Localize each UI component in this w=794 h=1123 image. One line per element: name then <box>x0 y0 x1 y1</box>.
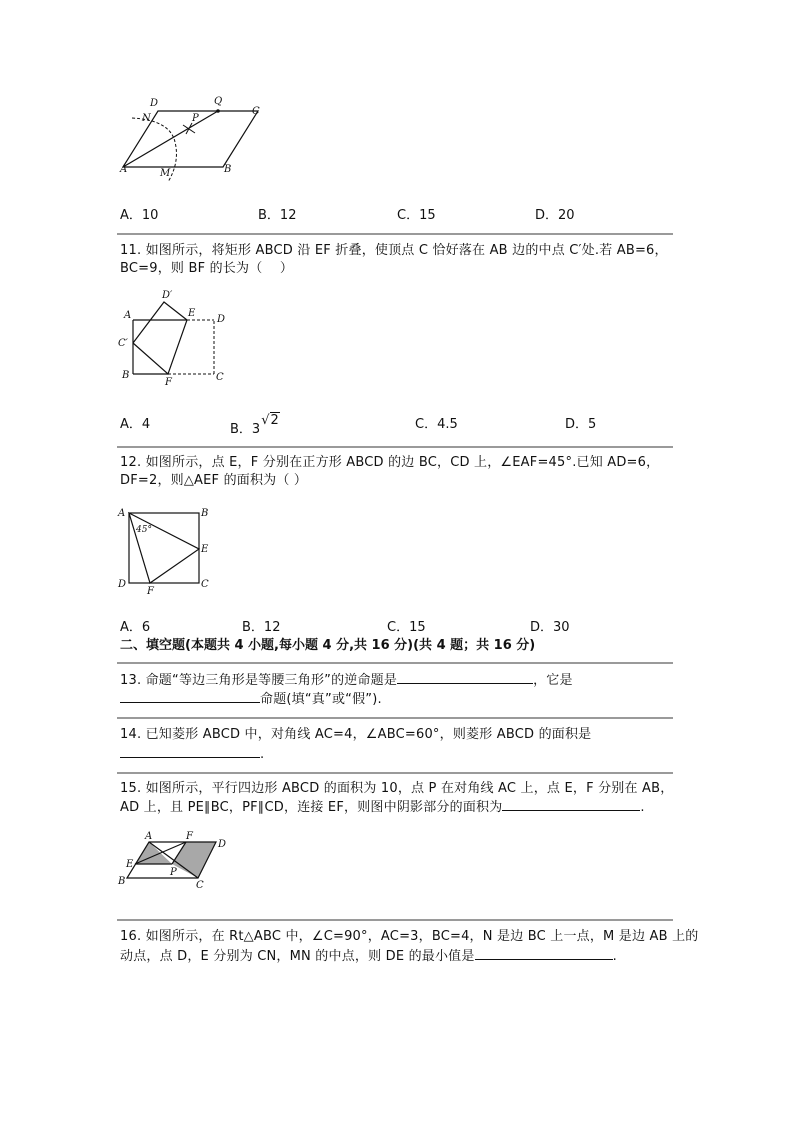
q15-line2-end: . <box>640 800 645 815</box>
q12-label-c: C <box>201 579 209 590</box>
q15-label-c: C <box>196 880 204 891</box>
q10-option-b[interactable]: B．12 <box>258 208 297 223</box>
q11-option-b-radicand: 2 <box>270 413 279 428</box>
q10-line-aq <box>123 111 218 167</box>
q16-line2 <box>120 946 617 966</box>
q12-label-a: A <box>118 508 126 519</box>
q15-line2-text: AD 上，且 PE∥BC，PF∥CD，连接 EF，则图中阴影部分的面积为 <box>120 800 503 815</box>
q10-cross-2 <box>186 123 192 134</box>
q11-label-d: D <box>217 314 226 325</box>
q11-option-d[interactable]: D．5 <box>565 417 597 432</box>
q12-text-line1: 12. 如图所示，点 E，F 分别在正方形 ABCD 的边 BC，CD 上，∠EAF=45°.已知 AD=6， <box>120 455 660 470</box>
q10-label-d: D <box>150 98 159 109</box>
q16-line2-text: 动点，点 D，E 分别为 CN，MN 的中点，则 DE 的最小值是 <box>120 949 475 964</box>
q14-line2-end: . <box>260 747 265 762</box>
q11-label-a: A <box>124 310 132 321</box>
q12-label-e: E <box>201 544 209 555</box>
divider <box>117 717 673 719</box>
q12-label-angle: 45° <box>136 525 152 535</box>
q15-label-d: D <box>218 839 227 850</box>
q13-text-a: 13. 命题“等边三角形是等腰三角形”的逆命题是 <box>120 673 398 688</box>
divider <box>117 446 673 448</box>
q13-answer-blank-1[interactable] <box>397 670 533 684</box>
q11-text-line2: BC=9，则 BF 的长为（ ） <box>120 261 294 276</box>
q14-line1: 14. 已知菱形 ABCD 中，对角线 AC=4，∠ABC=60°，则菱形 ABCD 的面积是 <box>120 727 592 742</box>
q12-option-d[interactable]: D．30 <box>530 620 570 635</box>
q11-label-d-prime: D′ <box>162 290 173 301</box>
q11-label-f: F <box>165 377 172 388</box>
q10-option-a[interactable]: A．10 <box>120 208 159 223</box>
divider <box>117 772 673 774</box>
q15-label-b: B <box>118 876 126 887</box>
q12-label-f: F <box>147 586 154 597</box>
q13-answer-blank-2[interactable] <box>120 689 260 703</box>
q15-shaded-region-2 <box>172 842 216 878</box>
q16-answer-blank[interactable] <box>475 946 613 960</box>
q11-folded-shape <box>133 302 187 374</box>
q15-line1: 15. 如图所示，平行四边形 ABCD 的面积为 10，点 P 在对角线 AC 上，点 E，F 分别在 AB， <box>120 781 674 796</box>
divider <box>117 919 673 921</box>
q11-label-e: E <box>188 308 196 319</box>
q13-line2 <box>120 689 382 709</box>
q10-option-d[interactable]: D．20 <box>535 208 575 223</box>
q12-label-d: D <box>118 579 127 590</box>
q11-option-b[interactable] <box>230 413 280 437</box>
q15-label-p: P <box>170 867 177 878</box>
q11-rectangle-figure <box>110 288 240 388</box>
q15-parallelogram-figure <box>112 828 242 892</box>
q14-answer-blank[interactable] <box>120 744 260 758</box>
q13-line1 <box>120 670 573 690</box>
q11-label-b: B <box>122 370 130 381</box>
q11-option-a[interactable]: A．4 <box>120 417 151 432</box>
q10-label-m: M <box>160 168 171 179</box>
q11-sqrt-icon: √ <box>261 413 270 428</box>
q16-line1: 16. 如图所示，在 Rt△ABC 中，∠C=90°，AC=3，BC=4，N 是边 BC 上一点，M 是边 AB 上的 <box>120 929 699 944</box>
q14-line2 <box>120 744 264 764</box>
q10-label-q: Q <box>214 96 223 107</box>
q13-text-b: ，它是 <box>533 673 573 688</box>
divider <box>117 233 673 235</box>
q11-option-b-text: B．3 <box>230 422 261 437</box>
q12-label-b: B <box>201 508 209 519</box>
q10-point-q <box>216 109 220 113</box>
q12-option-c[interactable]: C．15 <box>387 620 426 635</box>
q10-label-a: A <box>120 164 128 175</box>
q11-text-line1: 11. 如图所示，将矩形 ABCD 沿 EF 折叠，使顶点 C 恰好落在 AB 边的中点 C′处.若 AB=6， <box>120 243 668 258</box>
section-heading: 二、填空题(本题共 4 小题,每小题 4 分,共 16 分)(共 4 题；共 16 分) <box>120 638 536 653</box>
q10-parallelogram-figure <box>110 90 280 190</box>
divider <box>117 662 673 664</box>
q15-line2 <box>120 797 645 817</box>
q10-option-c[interactable]: C．15 <box>397 208 436 223</box>
q15-label-a: A <box>145 831 153 842</box>
q10-label-n: N <box>142 113 151 124</box>
q11-label-c-prime: C′ <box>118 338 128 349</box>
q15-answer-blank[interactable] <box>502 797 640 811</box>
q12-text-line2: DF=2，则△AEF 的面积为（ ） <box>120 473 308 488</box>
q12-square-figure <box>112 502 222 597</box>
q10-label-b: B <box>224 164 232 175</box>
q15-label-e: E <box>126 859 134 870</box>
q10-label-c: C <box>252 106 260 117</box>
q10-label-p: P <box>192 113 199 124</box>
q12-option-a[interactable]: A．6 <box>120 620 151 635</box>
q15-label-f: F <box>186 831 193 842</box>
q11-label-c: C <box>216 372 224 383</box>
q13-text-c: 命题(填“真”或“假”). <box>260 692 382 707</box>
q12-option-b[interactable]: B．12 <box>242 620 281 635</box>
q11-option-c[interactable]: C．4.5 <box>415 417 458 432</box>
q16-line2-end: . <box>612 949 617 964</box>
q12-triangle-aef <box>129 513 199 583</box>
